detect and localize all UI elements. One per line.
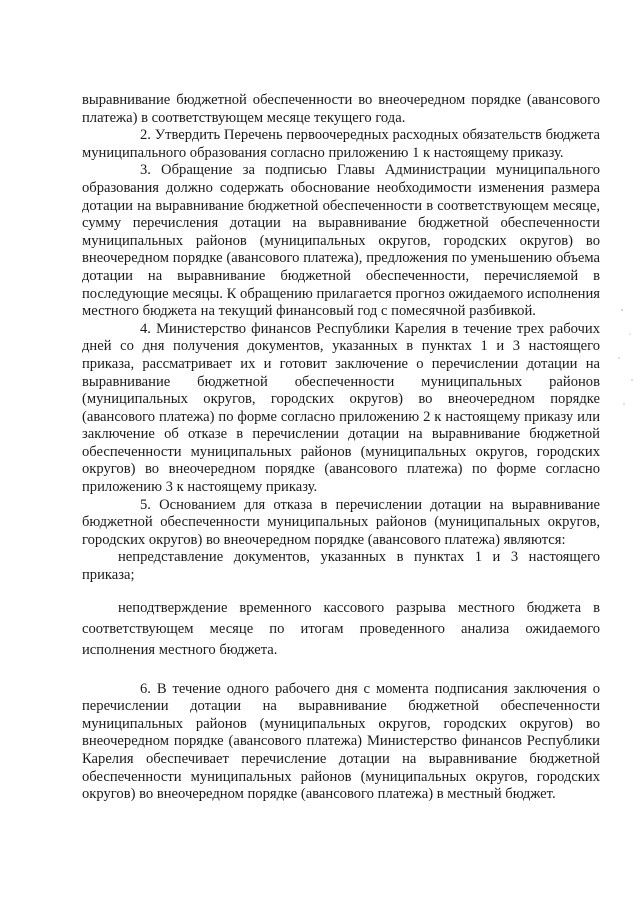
paragraph-6: 6. В течение одного рабочего дня с момента подписания заключения о перечислении дотации на выравнивание бюджетной обеспеченности муниципальных районов (муниципальных округов, городских округов) во внеочередном порядке (авансового платежа) Министерство финансов Республики Карелия обеспечивает перечисление дотации на выравнивание бюджетной обеспеченности муниципальных районов (муниципальных округов, городских округов) во внеочередном порядке (авансового платежа) в местный бюджет. [82,680,600,803]
paragraph-1-continuation: выравнивание бюджетной обеспеченности во внеочередном порядке (авансового платежа) в соответствующем месяце текущего года. [82,92,600,126]
paragraph-5-item-1: непредставление документов, указанных в пунктах 1 и 3 настоящего приказа; [82,549,600,584]
paragraph-2: 2. Утвердить Перечень первоочередных расходных обязательств бюджета муниципального образования согласно приложению 1 к настоящему приказу. [82,127,600,161]
scan-specks [610,300,640,420]
document-body [82,92,600,804]
paragraph-5-item-2: неподтверждение временного кассового разрыва местного бюджета в соответствующем месяце по итогам проведенного анализа ожидаемого исполнения местного бюджета. [82,599,600,658]
paragraph-4: 4. Министерство финансов Республики Карелия в течение трех рабочих дней со дня получения документов, указанных в пунктах 1 и 3 настоящего приказа, рассматривает их и готовит заключение о перечислении дотации на выравнивание бюджетной обеспеченности муниципальных районов (муниципальных округов, городских округов) во внеочередном порядке (авансового платежа) по форме согласно приложению 2 к настоящему приказу или заключение об отказе в перечислении дотации на выравнивание бюджетной обеспеченности муниципальных районов (муниципальных округов, городских округов) во внеочередном порядке (авансового платежа) по форме согласно приложению 3 к настоящему приказу. [82,320,600,496]
paragraph-5: 5. Основанием для отказа в перечислении дотации на выравнивание бюджетной обеспеченности муниципальных районов (муниципальных округов, городских округов) во внеочередном порядке (авансового платежа) являются: [82,496,600,548]
paragraph-3: 3. Обращение за подписью Главы Администрации муниципального образования должно содержать обоснование необходимости изменения размера дотации на выравнивание бюджетной обеспеченности в соответствующем месяце, сумму перечисления дотации на выравнивание бюджетной обеспеченности муниципальных районов (муниципальных округов, городских округов) во внеочередном порядке (авансового платежа), предложения по уменьшению объема дотации на выравнивание бюджетной обеспеченности, перечисляемой в последующие месяцы. К обращению прилагается прогноз ожидаемого исполнения местного бюджета на текущий финансовый год с помесячной разбивкой. [82,162,600,320]
